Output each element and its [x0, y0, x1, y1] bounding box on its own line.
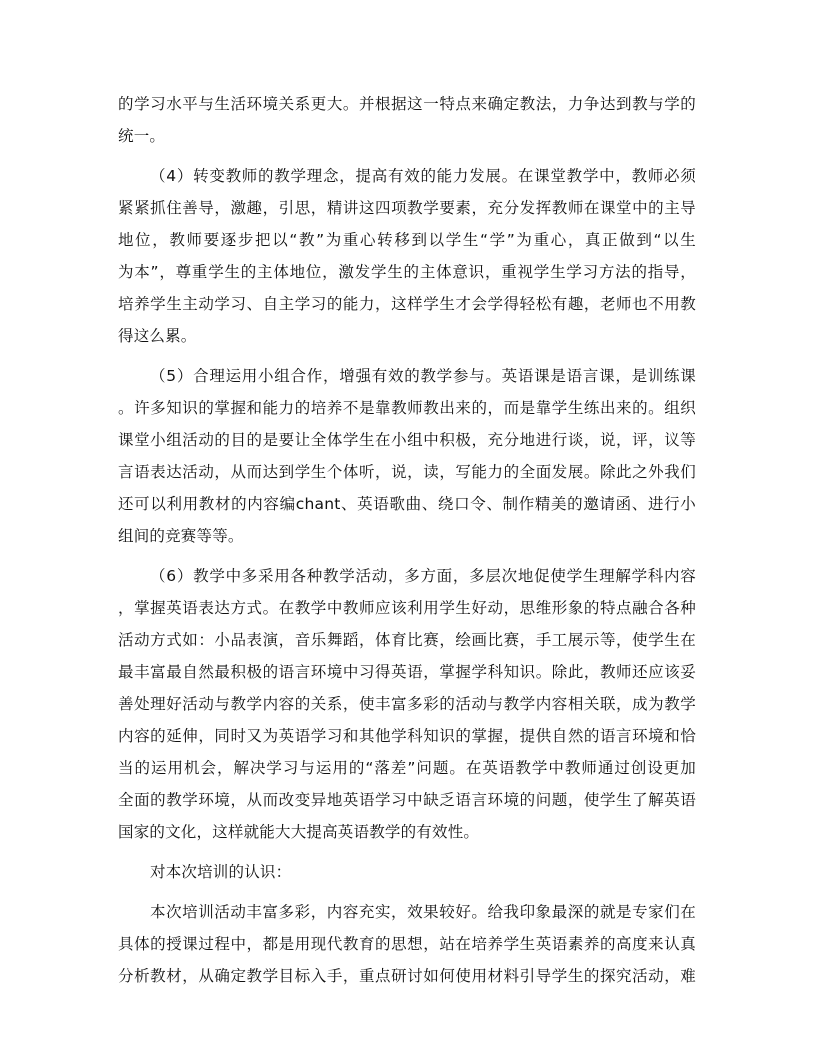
text-line: 当的运用机会，解决学习与运用的“落差”问题。在英语教学中教师通过创设更加 — [118, 759, 696, 777]
section-heading: 对本次培训的认识： — [150, 863, 292, 881]
text-line: ，掌握英语表达方式。在教学中教师应该利用学生好动，思维形象的特点融合各种 — [118, 599, 696, 617]
text-line: 内容的延伸，同时又为英语学习和其他学科知识的掌握，提供自然的语言环境和恰 — [118, 727, 696, 745]
text-line: 组间的竞赛等等。 — [118, 527, 244, 545]
text-line: 具体的授课过程中，都是用现代教育的思想，站在培养学生英语素养的高度来认真 — [118, 935, 696, 953]
text-line: 分析教材，从确定教学目标入手，重点研讨如何使用材料引导学生的探究活动，难 — [118, 967, 696, 985]
text-line: 得这么累。 — [118, 327, 197, 345]
text-line: 的学习水平与生活环境关系更大。并根据这一特点来确定教法，力争达到教与学的 — [118, 95, 696, 113]
text-line: 课堂小组活动的目的是要让全体学生在小组中积极，充分地进行谈，说，评，议等 — [118, 431, 696, 449]
paragraph-6-start: （6）教学中多采用各种教学活动，多方面，多层次地促使学生理解学科内容 — [150, 567, 696, 585]
text-line: 言语表达活动，从而达到学生个体听，说，读，写能力的全面发展。除此之外我们 — [118, 463, 696, 481]
text-line: 。许多知识的掌握和能力的培养不是靠教师教出来的，而是靠学生练出来的。组织 — [118, 399, 696, 417]
text-line: 统一。 — [118, 127, 166, 145]
text-line: 最丰富最自然最积极的语言环境中习得英语，掌握学科知识。除此，教师还应该妥 — [118, 663, 696, 681]
text-line: 还可以利用教材的内容编chant、英语歌曲、绕口令、制作精美的邀请函、进行小 — [118, 495, 696, 513]
text-line: 活动方式如：小品表演，音乐舞蹈，体育比赛，绘画比赛，手工展示等，使学生在 — [118, 631, 696, 649]
paragraph-5-start: （5）合理运用小组合作，增强有效的教学参与。英语课是语言课，是训练课 — [150, 367, 696, 385]
text-line: 善处理好活动与教学内容的关系，使丰富多彩的活动与教学内容相关联，成为教学 — [118, 695, 696, 713]
text-line: 地位，教师要逐步把以“教”为重心转移到以学生“学”为重心，真正做到“以生 — [118, 231, 696, 249]
text-line: 紧紧抓住善导，激趣，引思，精讲这四项教学要素，充分发挥教师在课堂中的主导 — [118, 199, 696, 217]
paragraph-training-start: 本次培训活动丰富多彩，内容充实，效果较好。给我印象最深的就是专家们在 — [150, 903, 696, 921]
text-line: 全面的教学环境，从而改变异地英语学习中缺乏语言环境的问题，使学生了解英语 — [118, 791, 696, 809]
paragraph-4-start: （4）转变教师的教学理念，提高有效的能力发展。在课堂教学中，教师必须 — [150, 167, 696, 185]
text-line: 国家的文化，这样就能大大提高英语教学的有效性。 — [118, 823, 480, 841]
text-line: 为本”，尊重学生的主体地位，激发学生的主体意识，重视学生学习方法的指导， — [118, 263, 696, 281]
text-line: 培养学生主动学习、自主学习的能力，这样学生才会学得轻松有趣，老师也不用教 — [118, 295, 696, 313]
